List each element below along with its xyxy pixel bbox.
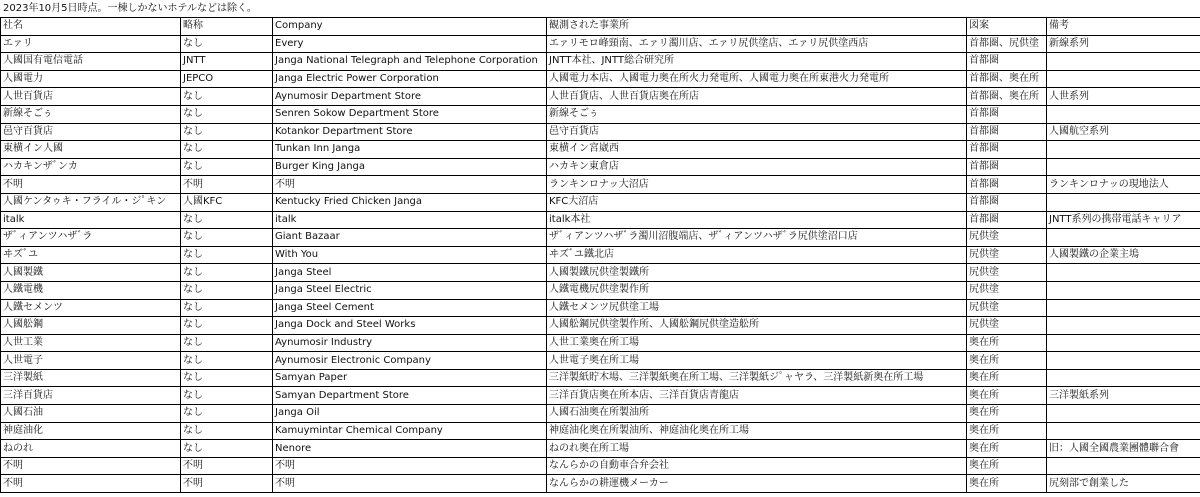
table-row: [1, 299, 1200, 317]
cell-area[interactable]: 首都圏、尻供塗: [967, 35, 1047, 53]
table-row: [1, 440, 1200, 458]
sheet-caption: 2023年10月5日時点。一棟しかないホテルなどは除く。: [3, 3, 257, 14]
cell-observed-offices[interactable]: ザﾞィアンツハザﾞラ濁川沼腹端店、ザﾞィアンツハザﾞラ尻供塗沼口店: [547, 229, 967, 247]
cell-observed-offices[interactable]: JNTT本社、JNTT総合研究所: [547, 53, 967, 71]
table-row: [1, 352, 1200, 370]
cell-area[interactable]: 首都圏: [967, 141, 1047, 159]
cell-notes[interactable]: [1047, 352, 1200, 370]
cell-observed-offices[interactable]: 神庭油化奥在所製油所、神庭油化奥在所工場: [547, 422, 967, 440]
table-body: [1, 35, 1200, 492]
cell-notes[interactable]: [1047, 369, 1200, 387]
table-row: [1, 70, 1200, 88]
cell-observed-offices[interactable]: italk本社: [547, 211, 967, 229]
cell-observed-offices[interactable]: 三洋百貨店奥在所本店、三洋百貨店青龍店: [547, 387, 967, 405]
cell-company-english[interactable]: Janga National Telegraph and Telephone Corporation: [273, 53, 547, 71]
table-row: [1, 369, 1200, 387]
table-row: [1, 317, 1200, 335]
cell-company-name[interactable]: 三洋百貨店: [1, 387, 181, 405]
cell-company-name[interactable]: ヰズﾞユ: [1, 246, 181, 264]
cell-company-english[interactable]: Aynumosir Industry: [273, 334, 547, 352]
cell-abbreviation[interactable]: 不明: [181, 475, 273, 493]
table-row: [1, 158, 1200, 176]
company-table: [0, 17, 1200, 493]
cell-company-name[interactable]: エァリ: [1, 35, 181, 53]
table-row: [1, 387, 1200, 405]
table-row: [1, 53, 1200, 71]
cell-abbreviation[interactable]: JEPCO: [181, 70, 273, 88]
cell-area[interactable]: 首都圏: [967, 123, 1047, 141]
cell-observed-offices[interactable]: ヰズﾞユ鐵北店: [547, 246, 967, 264]
column-header-company-english[interactable]: Company: [273, 18, 547, 36]
cell-abbreviation[interactable]: なし: [181, 246, 273, 264]
cell-observed-offices[interactable]: 東横イン宮崴西: [547, 141, 967, 159]
cell-abbreviation[interactable]: 人國KFC: [181, 193, 273, 211]
cell-notes[interactable]: 新線系列: [1047, 35, 1200, 53]
cell-abbreviation[interactable]: なし: [181, 105, 273, 123]
cell-notes[interactable]: [1047, 457, 1200, 475]
cell-notes[interactable]: [1047, 299, 1200, 317]
cell-company-name[interactable]: 人世工業: [1, 334, 181, 352]
cell-company-english[interactable]: Senren Sokow Department Store: [273, 105, 547, 123]
cell-observed-offices[interactable]: なんらかの耕運機メーカー: [547, 475, 967, 493]
cell-abbreviation[interactable]: なし: [181, 88, 273, 106]
table-row: [1, 334, 1200, 352]
cell-notes[interactable]: 旧：人國全國農業團體聯合會: [1047, 440, 1200, 458]
cell-company-english[interactable]: 不明: [273, 475, 547, 493]
cell-notes[interactable]: [1047, 317, 1200, 335]
cell-area[interactable]: 首都圏: [967, 176, 1047, 194]
cell-company-english[interactable]: italk: [273, 211, 547, 229]
table-row: [1, 281, 1200, 299]
cell-notes[interactable]: [1047, 405, 1200, 423]
cell-area[interactable]: 首都圏: [967, 158, 1047, 176]
cell-company-name[interactable]: 人國製鐵: [1, 264, 181, 282]
cell-observed-offices[interactable]: ねのれ奥在所工場: [547, 440, 967, 458]
table-row: [1, 141, 1200, 159]
cell-area[interactable]: 奥在所: [967, 352, 1047, 370]
cell-observed-offices[interactable]: 人國舩鋼尻供塗製作所、人國舩鋼尻供塗造舩所: [547, 317, 967, 335]
cell-company-name[interactable]: 人世電子: [1, 352, 181, 370]
cell-notes[interactable]: [1047, 229, 1200, 247]
cell-observed-offices[interactable]: 人世電子奥在所工場: [547, 352, 967, 370]
cell-observed-offices[interactable]: 人國電力本店、人國電力奥在所火力発電所、人國電力奥在所東港火力発電所: [547, 70, 967, 88]
cell-notes[interactable]: [1047, 53, 1200, 71]
cell-observed-offices[interactable]: 人鐵セメンツ尻供塗工場: [547, 299, 967, 317]
column-header-company-name[interactable]: 社名: [1, 18, 181, 36]
cell-abbreviation[interactable]: 不明: [181, 457, 273, 475]
table-row: [1, 405, 1200, 423]
cell-company-name[interactable]: ハカキンザﾞンカ: [1, 158, 181, 176]
cell-company-name[interactable]: 神庭油化: [1, 422, 181, 440]
cell-company-name[interactable]: 不明: [1, 457, 181, 475]
header-row: [1, 18, 1200, 36]
cell-observed-offices[interactable]: 人世百貨店、人世百貨店奥在所店: [547, 88, 967, 106]
cell-company-english[interactable]: Janga Electric Power Corporation: [273, 70, 547, 88]
cell-notes[interactable]: [1047, 158, 1200, 176]
table-row: [1, 35, 1200, 53]
cell-company-name[interactable]: 東横イン人國: [1, 141, 181, 159]
cell-abbreviation[interactable]: なし: [181, 158, 273, 176]
table-row: [1, 457, 1200, 475]
cell-abbreviation[interactable]: なし: [181, 123, 273, 141]
cell-abbreviation[interactable]: なし: [181, 229, 273, 247]
cell-company-name[interactable]: ねのれ: [1, 440, 181, 458]
cell-company-english[interactable]: Samyan Department Store: [273, 387, 547, 405]
cell-area[interactable]: 尻供塗: [967, 264, 1047, 282]
cell-observed-offices[interactable]: ハカキン東倉店: [547, 158, 967, 176]
cell-company-english[interactable]: Every: [273, 35, 547, 53]
cell-company-english[interactable]: Kotankor Department Store: [273, 123, 547, 141]
cell-observed-offices[interactable]: 三洋製紙貯木場、三洋製紙奥在所工場、三洋製紙ジﾟャヤラ、三洋製紙新奥在所工場: [547, 369, 967, 387]
table-row: [1, 88, 1200, 106]
cell-area[interactable]: 奥在所: [967, 334, 1047, 352]
table-row: [1, 475, 1200, 493]
cell-abbreviation[interactable]: なし: [181, 281, 273, 299]
cell-company-name[interactable]: italk: [1, 211, 181, 229]
cell-notes[interactable]: [1047, 334, 1200, 352]
cell-company-english[interactable]: Samyan Paper: [273, 369, 547, 387]
cell-area[interactable]: 首都圏: [967, 193, 1047, 211]
cell-notes[interactable]: 人世系列: [1047, 88, 1200, 106]
cell-company-name[interactable]: 三洋製紙: [1, 369, 181, 387]
cell-area[interactable]: 尻供塗: [967, 299, 1047, 317]
cell-company-english[interactable]: Janga Steel Electric: [273, 281, 547, 299]
cell-notes[interactable]: 三洋製紙系列: [1047, 387, 1200, 405]
cell-company-english[interactable]: Giant Bazaar: [273, 229, 547, 247]
cell-notes[interactable]: [1047, 281, 1200, 299]
cell-abbreviation[interactable]: JNTT: [181, 53, 273, 71]
cell-observed-offices[interactable]: 人國石油奥在所製油所: [547, 405, 967, 423]
cell-area[interactable]: 尻供塗: [967, 281, 1047, 299]
cell-observed-offices[interactable]: 邑守百貨店: [547, 123, 967, 141]
cell-company-name[interactable]: 邑守百貨店: [1, 123, 181, 141]
column-header-abbreviation[interactable]: 略称: [181, 18, 273, 36]
cell-area[interactable]: 尻供塗: [967, 246, 1047, 264]
cell-company-name[interactable]: 不明: [1, 475, 181, 493]
cell-area[interactable]: 奥在所: [967, 422, 1047, 440]
table-row: [1, 193, 1200, 211]
cell-company-english[interactable]: Kentucky Fried Chicken Janga: [273, 193, 547, 211]
cell-abbreviation[interactable]: なし: [181, 422, 273, 440]
cell-area[interactable]: 奥在所: [967, 369, 1047, 387]
cell-abbreviation[interactable]: なし: [181, 334, 273, 352]
cell-company-name[interactable]: 人世百貨店: [1, 88, 181, 106]
cell-notes[interactable]: [1047, 70, 1200, 88]
cell-company-english[interactable]: 不明: [273, 176, 547, 194]
cell-area[interactable]: 奥在所: [967, 457, 1047, 475]
cell-area[interactable]: 首都圏: [967, 53, 1047, 71]
cell-company-name[interactable]: ザﾞィアンツハザﾞラ: [1, 229, 181, 247]
cell-abbreviation[interactable]: なし: [181, 35, 273, 53]
cell-company-name[interactable]: 人國電力: [1, 70, 181, 88]
cell-area[interactable]: 尻供塗: [967, 317, 1047, 335]
cell-notes[interactable]: [1047, 264, 1200, 282]
cell-abbreviation[interactable]: なし: [181, 440, 273, 458]
cell-notes[interactable]: [1047, 141, 1200, 159]
cell-company-english[interactable]: Tunkan Inn Janga: [273, 141, 547, 159]
cell-company-english[interactable]: Burger King Janga: [273, 158, 547, 176]
cell-abbreviation[interactable]: なし: [181, 317, 273, 335]
cell-notes[interactable]: 人國製鐵の企業主塢: [1047, 246, 1200, 264]
cell-company-name[interactable]: 人國国有電信電話: [1, 53, 181, 71]
cell-company-name[interactable]: 人國ケンタゥキ・フライル・ジﾟキン: [1, 193, 181, 211]
cell-area[interactable]: 首都圏、奥在所: [967, 70, 1047, 88]
cell-notes[interactable]: [1047, 193, 1200, 211]
cell-area[interactable]: 奥在所: [967, 475, 1047, 493]
cell-abbreviation[interactable]: なし: [181, 141, 273, 159]
table-row: [1, 123, 1200, 141]
column-header-observed-offices[interactable]: 観測された事業所: [547, 18, 967, 36]
cell-notes[interactable]: JNTT系列の携帯電話キャリア: [1047, 211, 1200, 229]
cell-company-name[interactable]: 人鐵セメンツ: [1, 299, 181, 317]
cell-company-english[interactable]: Janga Oil: [273, 405, 547, 423]
cell-abbreviation[interactable]: なし: [181, 387, 273, 405]
cell-notes[interactable]: [1047, 422, 1200, 440]
column-header-notes[interactable]: 備考: [1047, 18, 1200, 36]
table-row: [1, 211, 1200, 229]
cell-company-english[interactable]: Janga Dock and Steel Works: [273, 317, 547, 335]
cell-abbreviation[interactable]: なし: [181, 405, 273, 423]
cell-company-english[interactable]: With You: [273, 246, 547, 264]
cell-company-name[interactable]: 人鐵電機: [1, 281, 181, 299]
cell-area[interactable]: 首都圏、奥在所: [967, 88, 1047, 106]
table-row: [1, 246, 1200, 264]
table-row: [1, 422, 1200, 440]
cell-company-english[interactable]: Aynumosir Electronic Company: [273, 352, 547, 370]
cell-observed-offices[interactable]: KFC大沼店: [547, 193, 967, 211]
cell-observed-offices[interactable]: 人世工業奥在所工場: [547, 334, 967, 352]
cell-observed-offices[interactable]: 新線そごぅ: [547, 105, 967, 123]
cell-company-english[interactable]: Nenore: [273, 440, 547, 458]
cell-observed-offices[interactable]: なんらかの自動車合弁会社: [547, 457, 967, 475]
cell-notes[interactable]: 人國航空系列: [1047, 123, 1200, 141]
cell-company-name[interactable]: 不明: [1, 176, 181, 194]
cell-notes[interactable]: [1047, 105, 1200, 123]
cell-area[interactable]: 首都圏: [967, 211, 1047, 229]
cell-notes[interactable]: ランキンロナッの現地法人: [1047, 176, 1200, 194]
cell-area[interactable]: 奥在所: [967, 387, 1047, 405]
table-row: [1, 264, 1200, 282]
cell-abbreviation[interactable]: なし: [181, 299, 273, 317]
cell-company-english[interactable]: Kamuymintar Chemical Company: [273, 422, 547, 440]
cell-abbreviation[interactable]: なし: [181, 211, 273, 229]
table-row: [1, 105, 1200, 123]
cell-area[interactable]: 首都圏: [967, 105, 1047, 123]
cell-area[interactable]: 尻供塗: [967, 229, 1047, 247]
cell-area[interactable]: 奥在所: [967, 440, 1047, 458]
cell-abbreviation[interactable]: なし: [181, 264, 273, 282]
cell-company-english[interactable]: Aynumosir Department Store: [273, 88, 547, 106]
cell-area[interactable]: 奥在所: [967, 405, 1047, 423]
column-header-area[interactable]: 図案: [967, 18, 1047, 36]
cell-company-name[interactable]: 人國舩鋼: [1, 317, 181, 335]
cell-company-english[interactable]: Janga Steel: [273, 264, 547, 282]
cell-observed-offices[interactable]: エァリモロ峰頸南、エァリ濁川店、エァリ尻供塗店、エァリ尻供塗西店: [547, 35, 967, 53]
cell-company-name[interactable]: 人國石油: [1, 405, 181, 423]
cell-abbreviation[interactable]: なし: [181, 369, 273, 387]
cell-observed-offices[interactable]: 人鐵電機尻供塗製作所: [547, 281, 967, 299]
cell-abbreviation[interactable]: なし: [181, 352, 273, 370]
cell-observed-offices[interactable]: 人國製鐵尻供塗製鐵所: [547, 264, 967, 282]
table-row: [1, 176, 1200, 194]
table-row: [1, 229, 1200, 247]
cell-company-english[interactable]: 不明: [273, 457, 547, 475]
cell-observed-offices[interactable]: ランキンロナッ大沼店: [547, 176, 967, 194]
cell-company-name[interactable]: 新線そごぅ: [1, 105, 181, 123]
cell-company-english[interactable]: Janga Steel Cement: [273, 299, 547, 317]
cell-abbreviation[interactable]: 不明: [181, 176, 273, 194]
cell-notes[interactable]: 尻刻部で創業した: [1047, 475, 1200, 493]
